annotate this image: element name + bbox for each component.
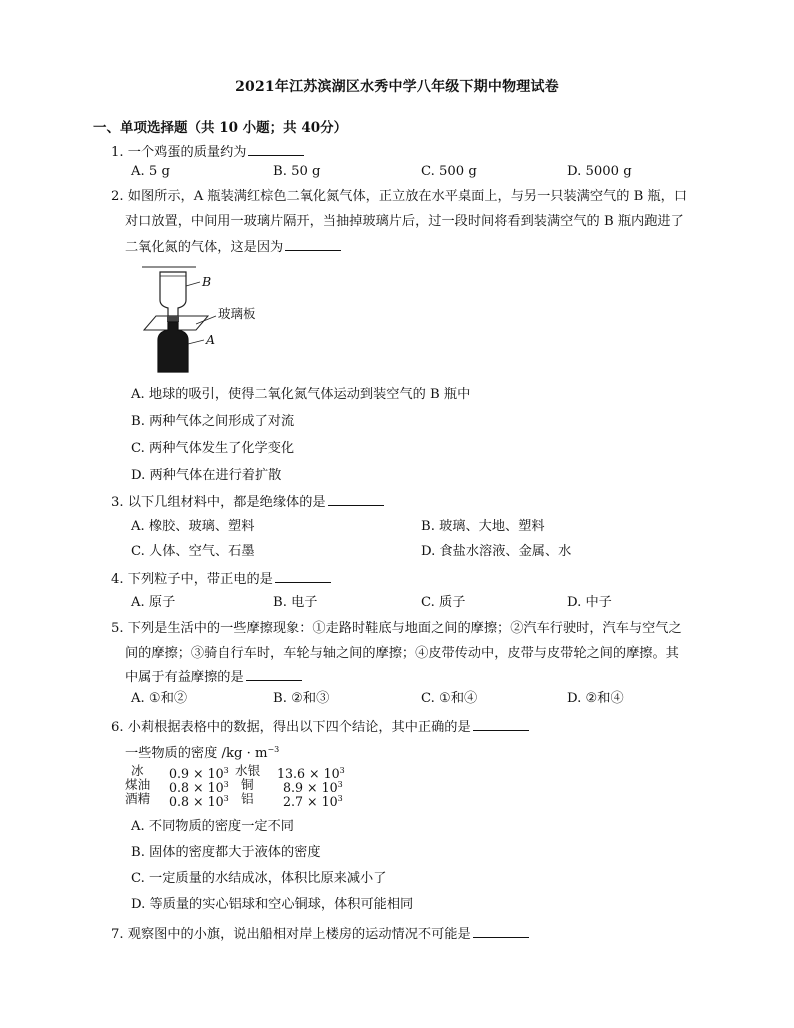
density-value-exponent: 3 — [337, 780, 343, 789]
density-table-title-text: 一些物质的密度 /kg · m — [125, 746, 268, 761]
question-4-stem — [111, 570, 331, 589]
density-value-mantissa: 0.9 × 10 — [169, 766, 224, 781]
density-value-mantissa: 2.7 × 10 — [283, 794, 338, 809]
density-substance: 冰 — [131, 763, 144, 778]
answer-blank — [285, 238, 341, 251]
question-2-line-1: 2. 如图所示，A 瓶装满红棕色二氧化氮气体，正立放在水平桌面上，与另一只装满空气的 B 瓶，口 — [111, 189, 688, 204]
question-5-line-3 — [125, 668, 302, 687]
question-6-option-b: B. 固体的密度都大于液体的密度 — [131, 845, 321, 860]
density-value — [283, 792, 343, 809]
question-3-stem — [111, 493, 384, 512]
question-1-option-a: A. 5 g — [131, 164, 170, 179]
answer-blank — [275, 570, 331, 583]
bottles-diagram — [138, 264, 268, 376]
density-value-exponent: 3 — [337, 794, 343, 803]
density-table — [125, 763, 371, 812]
question-5-line-3-text: 中属于有益摩擦的是 — [125, 670, 244, 685]
question-5-line-2: 间的摩擦；③骑自行车时，车轮与轴之间的摩擦；④皮带传动中，皮带与皮带轮之间的摩擦。其 — [125, 646, 679, 661]
density-value — [169, 792, 229, 809]
density-substance: 煤油 — [125, 777, 151, 792]
question-3-option-d: D. 食盐水溶液、金属、水 — [421, 544, 572, 559]
density-value-exponent: 3 — [223, 794, 229, 803]
question-5-option-d: D. ②和④ — [567, 691, 624, 706]
question-6-text: 6. 小莉根据表格中的数据，得出以下四个结论，其中正确的是 — [111, 720, 471, 735]
question-6-option-d: D. 等质量的实心铝球和空心铜球，体积可能相同 — [131, 897, 414, 912]
density-value-mantissa: 13.6 × 10 — [277, 766, 340, 781]
question-2-line-3 — [125, 238, 341, 257]
answer-blank — [248, 143, 304, 156]
question-4-option-c: C. 质子 — [421, 595, 466, 610]
question-6-option-c: C. 一定质量的水结成冰，体积比原来减小了 — [131, 871, 387, 886]
density-unit-exponent: −3 — [267, 745, 280, 754]
question-4-option-b: B. 电子 — [273, 595, 318, 610]
density-table-title — [125, 741, 279, 763]
question-4-option-d: D. 中子 — [567, 595, 612, 610]
question-4-option-a: A. 原子 — [131, 595, 176, 610]
question-2-option-c: C. 两种气体发生了化学变化 — [131, 441, 295, 456]
question-2-line-2: 对口放置，中间用一玻璃片隔开，当抽掉玻璃片后，过一段时间将看到装满空气的 B 瓶内跑进了 — [125, 214, 684, 229]
question-6-stem — [111, 718, 529, 737]
question-5-option-c: C. ①和④ — [421, 691, 478, 706]
answer-blank — [473, 925, 529, 938]
answer-blank — [328, 493, 384, 506]
answer-blank — [246, 668, 302, 681]
question-6-option-a: A. 不同物质的密度一定不同 — [131, 819, 294, 834]
question-3-text: 3. 以下几组材料中，都是绝缘体的是 — [111, 495, 326, 510]
question-7-stem — [111, 925, 529, 944]
density-value-exponent: 3 — [223, 766, 229, 775]
question-5-option-b: B. ②和③ — [273, 691, 330, 706]
density-value-mantissa: 0.8 × 10 — [169, 794, 224, 809]
question-1-option-d: D. 5000 g — [567, 164, 632, 179]
density-substance: 水银 — [235, 763, 261, 778]
question-2-option-a: A. 地球的吸引，使得二氧化氮气体运动到装空气的 B 瓶中 — [131, 387, 471, 402]
page-title: 2021年江苏滨湖区水秀中学八年级下期中物理试卷 — [235, 79, 559, 95]
density-substance: 酒精 — [125, 791, 151, 806]
question-3-option-b: B. 玻璃、大地、塑料 — [421, 519, 545, 534]
question-3-option-c: C. 人体、空气、石墨 — [131, 544, 255, 559]
question-1-option-b: B. 50 g — [273, 164, 321, 179]
density-value-mantissa: 0.8 × 10 — [169, 780, 224, 795]
question-7-text: 7. 观察图中的小旗，说出船相对岸上楼房的运动情况不可能是 — [111, 927, 471, 942]
density-value-mantissa: 8.9 × 10 — [283, 780, 338, 795]
question-3-option-a: A. 橡胶、玻璃、塑料 — [131, 519, 255, 534]
answer-blank — [473, 718, 529, 731]
density-value-exponent: 3 — [339, 766, 345, 775]
question-1-text: 1. 一个鸡蛋的质量约为 — [111, 145, 247, 160]
label-bottle-b: B — [202, 274, 212, 289]
question-2-option-b: B. 两种气体之间形成了对流 — [131, 414, 295, 429]
density-value-exponent: 3 — [223, 780, 229, 789]
density-substance: 铝 — [241, 791, 254, 806]
question-1-option-c: C. 500 g — [421, 164, 477, 179]
question-2-option-d: D. 两种气体在进行着扩散 — [131, 468, 282, 483]
section-heading: 一、单项选择题（共 10 小题；共 40分） — [93, 120, 348, 136]
question-5-option-a: A. ①和② — [131, 691, 188, 706]
density-substance: 铜 — [241, 777, 254, 792]
label-bottle-a: A — [206, 332, 216, 347]
label-glass-plate: 玻璃板 — [218, 306, 256, 321]
question-4-text: 4. 下列粒子中，带正电的是 — [111, 572, 273, 587]
question-1-stem — [111, 143, 304, 162]
question-5-line-1: 5. 下列是生活中的一些摩擦现象：①走路时鞋底与地面之间的摩擦；②汽车行驶时，汽车与空气之 — [111, 621, 682, 636]
question-2-line-3-text: 二氧化氮的气体，这是因为 — [125, 240, 284, 255]
